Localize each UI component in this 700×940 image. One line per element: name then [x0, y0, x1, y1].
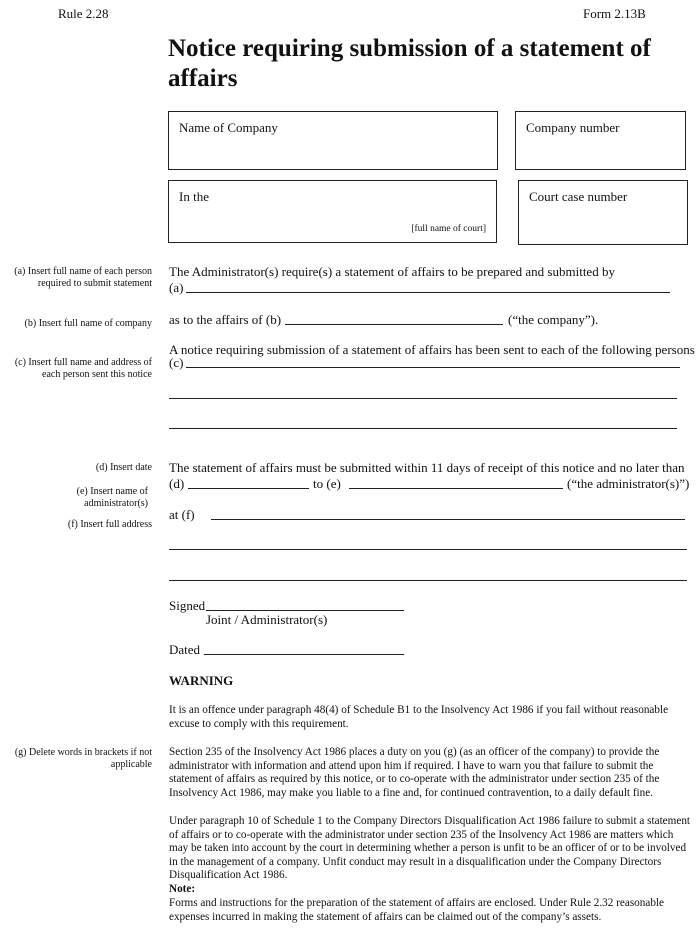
- margin-note-b: (b) Insert full name of company: [24, 318, 152, 329]
- form-number: Form 2.13B: [583, 6, 646, 21]
- paragraph10-paragraph: Under paragraph 10 of Schedule 1 to the Company Directors Disqualification Act 1986 failure to submit a statement of affairs or to co-operate with the administrator under section 235 of the Insolvency Act 1986 are matters which may be taken into account by the court in determining whether a person is unfit to be an officer of or to be involved in the management of a company. Unfit conduct may result in a disqualification under the Company Directors Disqualification Act 1986.: [169, 815, 691, 882]
- company-name-box[interactable]: [168, 111, 498, 170]
- court-case-box[interactable]: [518, 180, 688, 245]
- d-label: (d): [169, 476, 185, 491]
- margin-note-a: (a) Insert full name of each person required to submit statement: [14, 266, 152, 289]
- b-input-line[interactable]: [285, 324, 503, 325]
- note-paragraph: Forms and instructions for the preparation of the statement of affairs are enclosed. Under Rule 2.32 reasonable expenses incurred in making the statement of affairs can be claimed out of the company’s assets.: [169, 897, 664, 923]
- affairs-of-text: as to the affairs of (b): [169, 312, 282, 327]
- company-number-box[interactable]: [515, 111, 686, 170]
- c-input-line-2[interactable]: [169, 398, 677, 399]
- warning-heading: WARNING: [169, 673, 234, 688]
- court-hint: [full name of court]: [411, 224, 486, 234]
- a-label: (a): [169, 280, 184, 295]
- margin-note-c: (c) Insert full name and address of each person sent this notice: [14, 357, 152, 380]
- d-input-line[interactable]: [188, 488, 309, 489]
- margin-note-d: (d) Insert date: [95, 462, 152, 473]
- f-input-line-1[interactable]: [211, 519, 685, 520]
- section235-paragraph: Section 235 of the Insolvency Act 1986 places a duty on you (g) (as an officer of the company) to provide the administrator with information and attend upon him if required. I have to warn you that failure to submit the statement of affairs as required by this notice, or to co-operate with the administrator under section 235 of the Insolvency Act 1986, may make you liable to a fine and, for continued contravention, to a daily default fine.: [169, 746, 660, 799]
- company-number-label: Company number: [526, 120, 620, 135]
- court-case-label: Court case number: [529, 189, 628, 204]
- page-title: Notice requiring submission of a statement of affairs: [168, 35, 651, 92]
- date-line[interactable]: [204, 654, 404, 655]
- at-f-text: at (f): [169, 507, 195, 522]
- signature-line[interactable]: [206, 610, 404, 611]
- submitted-within-text: The statement of affairs must be submitted within 11 days of receipt of this notice and no later than: [169, 460, 685, 475]
- a-input-line[interactable]: [186, 292, 670, 293]
- court-label: In the: [179, 189, 209, 204]
- margin-note-f: (f) Insert full address: [67, 519, 152, 530]
- court-box[interactable]: [168, 180, 497, 243]
- the-admin-text: (“the administrator(s)”): [567, 476, 690, 491]
- company-name-label: Name of Company: [179, 120, 278, 135]
- to-e-text: to (e): [313, 476, 341, 491]
- note-heading: Note:: [169, 883, 196, 895]
- c-label: (c): [169, 355, 184, 370]
- signed-label: Signed: [169, 598, 206, 613]
- c-input-line-3[interactable]: [169, 428, 677, 429]
- offence-paragraph: It is an offence under paragraph 48(4) of Schedule B1 to the Insolvency Act 1986 if you fail without reasonable excuse to comply with this requirement.: [169, 704, 669, 730]
- margin-note-e: (e) Insert name of administrator(s): [76, 486, 148, 509]
- margin-note-g: (g) Delete words in brackets if not applicable: [14, 747, 152, 770]
- joint-admin-label: Joint / Administrator(s): [206, 612, 328, 627]
- the-company-text: (“the company”).: [508, 312, 599, 327]
- dated-label: Dated: [169, 642, 201, 657]
- notice-sent-text: A notice requiring submission of a statement of affairs has been sent to each of the following persons: [169, 342, 695, 357]
- f-input-line-3[interactable]: [169, 580, 687, 581]
- require-text: The Administrator(s) require(s) a statement of affairs to be prepared and submitted by: [169, 264, 615, 279]
- rule-number: Rule 2.28: [58, 6, 109, 21]
- c-input-line-1[interactable]: [186, 367, 680, 368]
- e-input-line[interactable]: [349, 488, 563, 489]
- f-input-line-2[interactable]: [169, 549, 687, 550]
